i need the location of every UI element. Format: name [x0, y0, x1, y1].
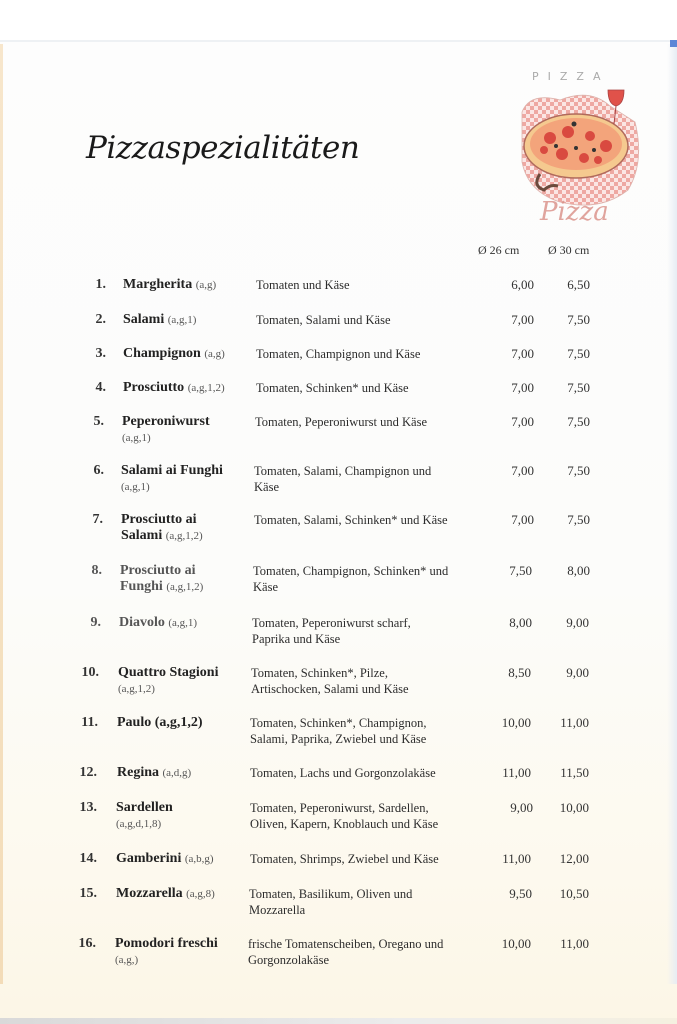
item-allergens: (a,g,1) [167, 314, 197, 326]
item-allergens: (a,g,1,2) [165, 530, 203, 542]
item-description: Tomaten, Basilikum, Oliven und Mozzarella [249, 887, 413, 917]
item-description: frische Tomatenscheiben, Oregano und Gorgonzolakäse [248, 937, 444, 967]
price-26cm: 10,00 [501, 715, 531, 730]
item-allergens: (a,b,g) [184, 853, 214, 865]
price-30cm: 7,50 [567, 463, 590, 478]
item-description: Tomaten, Salami und Käse [256, 313, 391, 327]
item-allergens: (a,g,) [115, 954, 139, 966]
item-name: Diavolo (a,g,1) [119, 615, 198, 630]
pizza-illustration-icon [510, 62, 650, 232]
price-26cm: 8,50 [508, 665, 531, 680]
price-30cm: 10,00 [559, 800, 589, 815]
column-header-26cm: Ø 26 cm [478, 243, 520, 257]
price-26cm: 9,50 [509, 886, 532, 901]
item-allergens: (a,g,1,2) [118, 683, 155, 695]
price-30cm: 6,50 [567, 277, 590, 292]
item-number: 7. [92, 512, 103, 527]
item-name: Gamberini (a,b,g) [116, 851, 214, 866]
item-description: Tomaten, Schinken*, Champignon, Salami, Paprika, Zwiebel und Käse [250, 716, 427, 746]
price-26cm: 7,00 [511, 463, 534, 478]
page-left-edge [0, 44, 3, 984]
price-30cm: 9,00 [566, 615, 589, 630]
item-allergens: (a,d,g) [162, 767, 192, 779]
item-name: Sardellen (a,g,d,1,8) [116, 800, 173, 830]
item-number: 6. [93, 463, 104, 478]
item-number: 1. [95, 277, 106, 292]
item-allergens: (a,g,1,2) [187, 382, 225, 394]
item-description: Tomaten, Schinken* und Käse [256, 381, 409, 395]
pizza-caption-bottom: Pizza [540, 197, 609, 227]
item-number: 10. [81, 665, 99, 680]
item-description: Tomaten, Salami, Champignon und Käse [254, 464, 432, 494]
item-name: Prosciutto (a,g,1,2) [123, 380, 225, 395]
item-name: Mozzarella (a,g,8) [116, 886, 215, 901]
item-description: Tomaten, Schinken*, Pilze, Artischocken, Salami und Käse [251, 666, 409, 696]
top-margin [0, 0, 677, 40]
item-description: Tomaten, Lachs und Gorgonzolakäse [250, 766, 436, 780]
item-allergens: (a,g,1) [168, 617, 198, 629]
item-number: 5. [93, 414, 104, 429]
page-bottom-edge [0, 1018, 677, 1024]
price-26cm: 7,00 [511, 414, 534, 429]
price-30cm: 9,00 [566, 665, 589, 680]
item-name: Margherita (a,g) [123, 277, 217, 292]
price-30cm: 7,50 [567, 312, 590, 327]
item-number: 9. [90, 615, 101, 630]
item-number: 14. [79, 851, 97, 866]
item-name: Paulo (a,g,1,2) [117, 715, 203, 730]
item-description: Tomaten, Peperoniwurst und Käse [255, 415, 428, 429]
price-30cm: 8,00 [567, 563, 590, 578]
price-26cm: 10,00 [501, 936, 531, 951]
item-description: Tomaten, Champignon, Schinken* und Käse [253, 564, 449, 594]
item-number: 13. [79, 800, 97, 815]
item-number: 8. [91, 563, 102, 578]
price-26cm: 11,00 [502, 765, 531, 780]
item-name: Prosciutto ai Salami (a,g,1,2) [121, 512, 203, 543]
item-name: Quattro Stagioni (a,g,1,2) [118, 665, 219, 695]
pizza-caption-top: PIZZA [532, 70, 610, 83]
price-30cm: 11,00 [560, 715, 589, 730]
price-26cm: 9,00 [510, 800, 533, 815]
item-description: Tomaten, Salami, Schinken* und Käse [254, 513, 448, 527]
price-30cm: 7,50 [567, 512, 590, 527]
price-26cm: 8,00 [509, 615, 532, 630]
item-name: Regina (a,d,g) [117, 765, 192, 780]
price-26cm: 11,00 [502, 851, 531, 866]
price-26cm: 6,00 [511, 277, 534, 292]
item-allergens: (a,g,d,1,8) [116, 818, 162, 830]
item-name: Pomodori freschi (a,g,) [115, 936, 218, 966]
item-number: 11. [81, 715, 98, 730]
item-name: Peperoniwurst (a,g,1) [122, 414, 210, 444]
item-name: Prosciutto ai Funghi (a,g,1,2) [120, 563, 204, 594]
item-allergens: (a,g) [204, 348, 225, 360]
price-26cm: 7,50 [509, 563, 532, 578]
item-allergens: (a,g,8) [186, 888, 215, 900]
item-number: 2. [95, 312, 106, 327]
item-number: 4. [95, 380, 106, 395]
item-number: 3. [95, 346, 106, 361]
price-26cm: 7,00 [511, 346, 534, 361]
price-30cm: 11,00 [560, 936, 589, 951]
item-description: Tomaten, Shrimps, Zwiebel und Käse [250, 852, 439, 866]
item-description: Tomaten, Peperoniwurst scharf, Paprika und Käse [252, 616, 411, 646]
price-26cm: 7,00 [511, 312, 534, 327]
column-header-30cm: Ø 30 cm [548, 243, 590, 257]
corner-marker [670, 40, 677, 47]
item-allergens: (a,g,1,2) [166, 581, 204, 593]
price-30cm: 10,50 [559, 886, 589, 901]
item-number: 15. [79, 886, 97, 901]
item-description: Tomaten, Peperoniwurst, Sardellen, Oliven, Kapern, Knoblauch und Käse [250, 801, 439, 831]
item-number: 16. [78, 936, 96, 951]
item-number: 12. [79, 765, 97, 780]
item-description: Tomaten und Käse [256, 278, 350, 292]
price-30cm: 11,50 [560, 765, 589, 780]
price-30cm: 7,50 [567, 346, 590, 361]
item-allergens: (a,g,1) [122, 432, 151, 444]
price-26cm: 7,00 [511, 380, 534, 395]
price-30cm: 7,50 [567, 380, 590, 395]
page-right-edge [667, 44, 677, 984]
item-name: Champignon (a,g) [123, 346, 225, 361]
price-30cm: 7,50 [567, 414, 590, 429]
item-allergens: (a,g) [195, 279, 217, 291]
price-26cm: 7,00 [511, 512, 534, 527]
item-name: Salami ai Funghi (a,g,1) [121, 463, 223, 493]
item-allergens: (a,g,1) [121, 481, 150, 493]
item-name: Salami (a,g,1) [123, 312, 197, 327]
price-30cm: 12,00 [559, 851, 589, 866]
page-title: Pizzaspezialitäten [86, 130, 360, 166]
item-description: Tomaten, Champignon und Käse [256, 347, 421, 361]
